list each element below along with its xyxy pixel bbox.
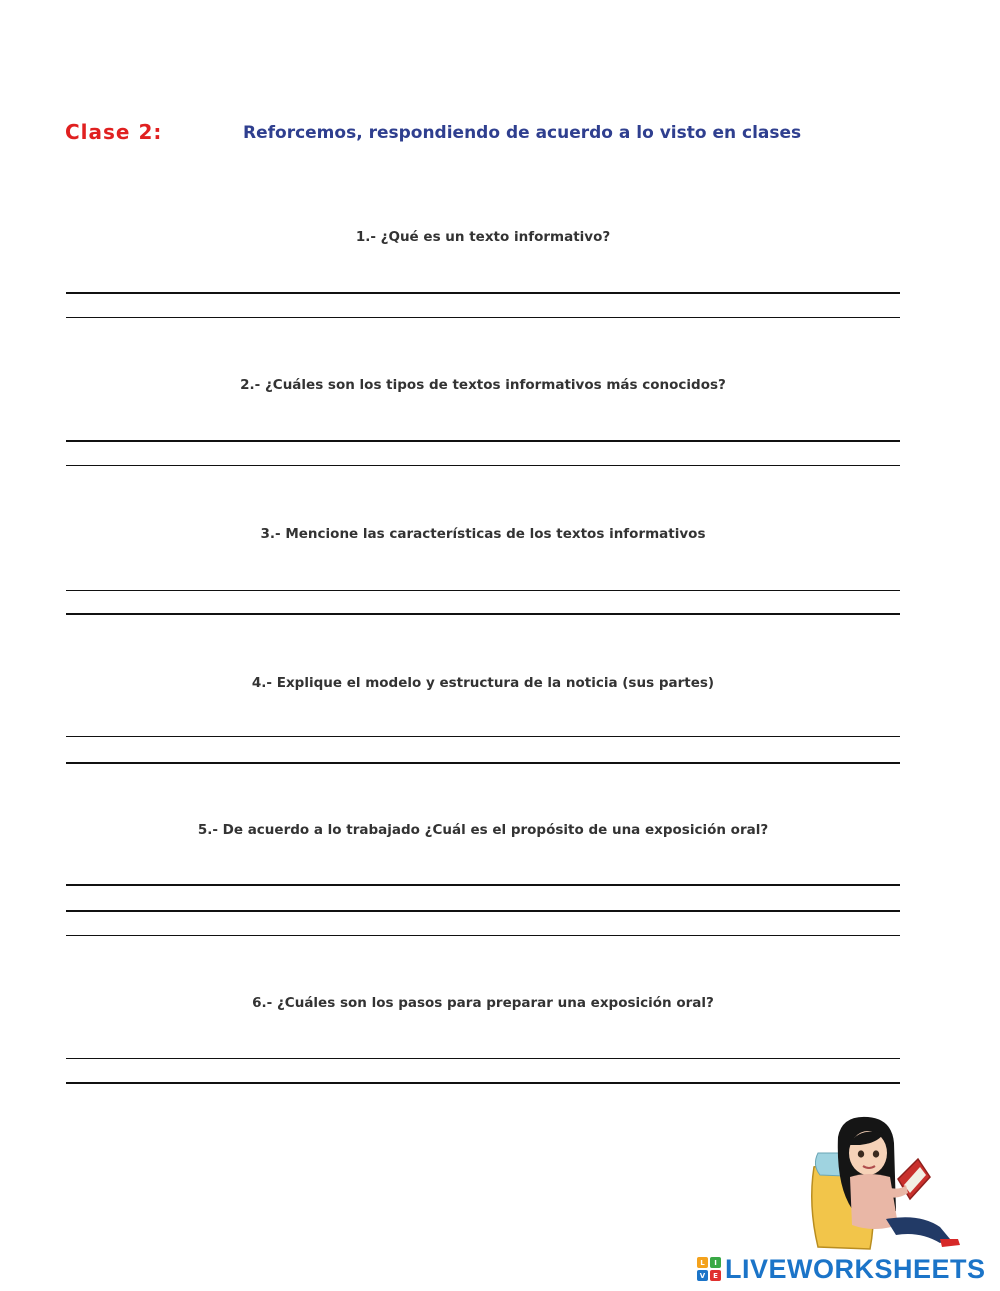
reading-girl-illustration <box>800 1115 970 1255</box>
question-5: 5.- De acuerdo a lo trabajado ¿Cuál es el propósito de una exposición oral? <box>197 822 769 838</box>
logo-block: V <box>697 1270 708 1281</box>
question-3: 3.- Mencione las características de los textos informativos <box>260 526 706 542</box>
answer-line[interactable] <box>66 590 900 591</box>
question-4: 4.- Explique el modelo y estructura de la noticia (sus partes) <box>251 675 715 691</box>
answer-line[interactable] <box>66 1058 900 1059</box>
answer-line[interactable] <box>66 292 900 294</box>
brand-name: LIVEWORKSHEETS <box>725 1253 986 1284</box>
answer-line[interactable] <box>66 440 900 442</box>
logo-block: I <box>710 1257 721 1268</box>
answer-line[interactable] <box>66 935 900 936</box>
answer-line[interactable] <box>66 884 900 886</box>
answer-line[interactable] <box>66 465 900 466</box>
answer-line[interactable] <box>66 613 900 615</box>
class-label: Clase 2: <box>65 120 163 144</box>
logo-block: E <box>710 1270 721 1281</box>
answer-line[interactable] <box>66 910 900 912</box>
liveworksheets-logo[interactable] <box>697 1254 986 1284</box>
logo-blocks-icon <box>697 1257 721 1281</box>
worksheet-title: Reforcemos, respondiendo de acuerdo a lo visto en clases <box>243 123 802 143</box>
question-1: 1.- ¿Qué es un texto informativo? <box>355 229 611 245</box>
answer-line[interactable] <box>66 317 900 318</box>
answer-line[interactable] <box>66 1082 900 1084</box>
question-6: 6.- ¿Cuáles son los pasos para preparar una exposición oral? <box>252 995 714 1011</box>
answer-line[interactable] <box>66 762 900 764</box>
logo-block: L <box>697 1257 708 1268</box>
question-2: 2.- ¿Cuáles son los tipos de textos informativos más conocidos? <box>240 377 726 393</box>
answer-line[interactable] <box>66 736 900 737</box>
